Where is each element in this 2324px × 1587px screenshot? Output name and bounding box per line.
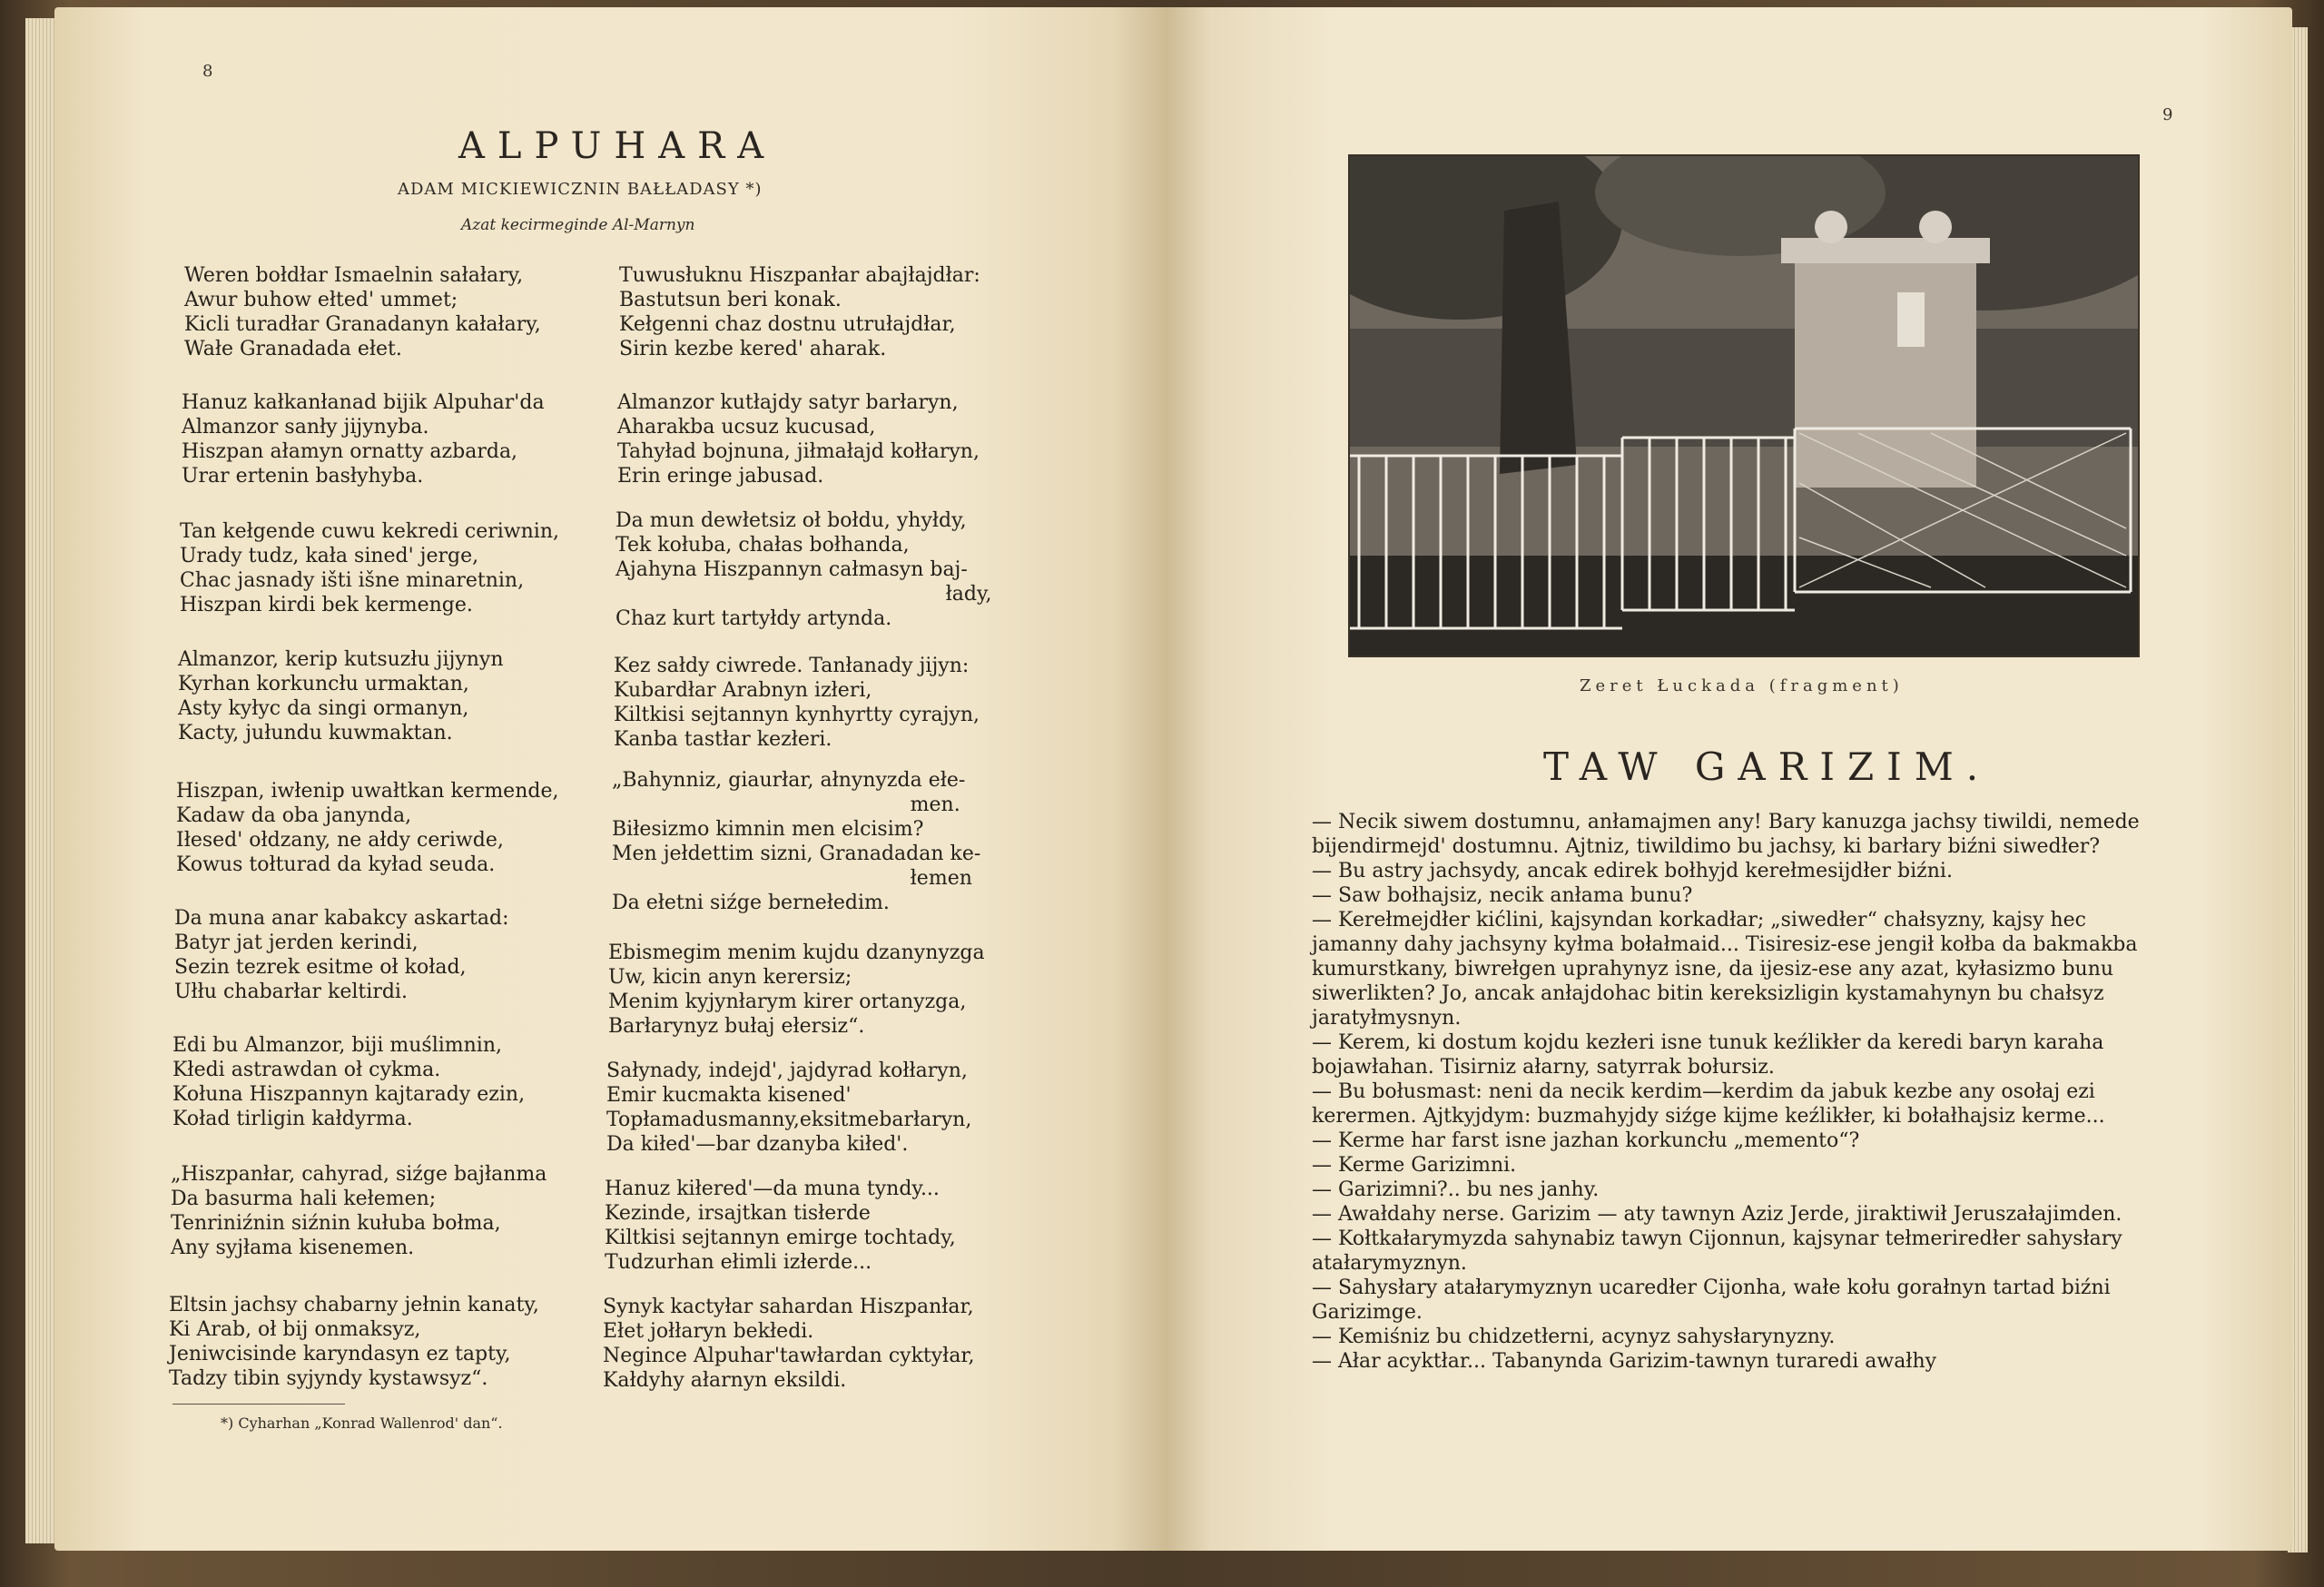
stanza-right-7: Sałynady, indejd', jajdyrad kołłaryn, Emir kucmakta kisened' Topłamadusmanny,eksitmebarłaryn, Da kiłed'—bar dzanyba kiłed'.: [606, 1060, 972, 1156]
stanza-right-1: Tuwusłuknu Hiszpanłar abajłajdłar: Bastutsun beri konak. Kełgenni chaz dostnu utrułajdłar, Sirin kezbe kered' aharak.: [619, 264, 980, 360]
paragraph: — Garizimni?.. bu nes janhy.: [1312, 1178, 1600, 1201]
paragraph: — Kołtkałarymyzda sahynabiz tawyn Cijonnun, kajsynar tełmeriredłer sahysłary atałarymyznyn.: [1312, 1227, 2122, 1275]
article-body: [1312, 810, 2156, 1374]
paragraph: — Bu bołusmast: neni da necik kerdim—kerdim da jabuk kezbe any osołaj ezi kerermen. Ajtkyjdym: buzmahyjdy siźge kijme keźlikłer, ki bołałhajsiz kerme...: [1312, 1080, 2105, 1128]
poem-subtitle: ADAM MICKIEWICZNIN BAŁŁADASY *): [398, 180, 763, 199]
footnote-rule: [172, 1404, 345, 1405]
paragraph: — Kemiśniz bu chidzetłerni, acynyz sahysłarynyzny.: [1312, 1326, 1836, 1348]
stanza-left-7: Edi bu Almanzor, biji muślimnin, Kłedi astrawdan oł cykma. Kołuna Hiszpannyn kajtarady ezin, Koład tirligin kałdyrma.: [172, 1034, 526, 1130]
paragraph: — Bu astry jachsydy, ancak edirek bołhyjd kerełmesijdłer biźni.: [1312, 860, 1953, 882]
stanza-right-3: Da mun dewłetsiz oł bołdu, yhyłdy, Tek kołuba, chałas bołhanda, Ajahyna Hiszpannyn całmasyn baj- łady, Chaz kurt tartyłdy artynda.: [615, 509, 992, 630]
poem-title: ALPUHARA: [458, 125, 777, 167]
stanza-right-9: Synyk kactyłar sahardan Hiszpanłar, Ełet jołłaryn bekłedi. Negince Alpuhar'tawłardan cyktyłar, Kałdyhy ałarnyn eksildi.: [603, 1296, 975, 1392]
stanza-left-3: Tan kełgende cuwu kekredi ceriwnin, Urady tudz, kała sined' jerge, Chac jasnady išti išne minaretnin, Hiszpan kirdi bek kermenge.: [180, 520, 559, 616]
stanza-left-9: Eltsin jachsy chabarny jełnin kanaty, Ki Arab, oł bij onmaksyz, Jeniwcisinde karyndasyn ez tapty, Tadzy tibin syjyndy kystawsyz“.: [169, 1294, 539, 1390]
cemetery-photo: [1348, 154, 2140, 657]
footnote: *) Cyharhan „Konrad Wallenrod' dan“.: [221, 1414, 503, 1432]
stanza-right-8: Hanuz kiłered'—da muna tyndy... Kezinde, irsajtkan tisłerde Kiltkisi sejtannyn emirge tochtady, Tudzurhan ełimli izłerde...: [605, 1178, 956, 1274]
stanza-left-5: Hiszpan, iwłenip uwałtkan kermende, Kadaw da oba janynda, Iłesed' ołdzany, ne ałdy ceriwde, Kowus tołturad da kyład seuda.: [176, 780, 559, 876]
stanza-right-5: „Bahynniz, giaurłar, ałnynyzda ełe- men. Biłesizmo kimnin men elcisim? Men jełdettim sizni, Granadadan ke- łemen Da ełetni siźge bernełedim.: [612, 769, 981, 914]
cemetery-photo-image: [1350, 156, 2138, 656]
stanza-right-4: Kez sałdy ciwrede. Tanłanady jijyn: Kubardłar Arabnyn izłeri, Kiltkisi sejtannyn kynhyrtty cyrajyn, Kanba tastłar kezłeri.: [614, 655, 980, 751]
stanza-left-4: Almanzor, kerip kutsuzłu jijynyn Kyrhan korkuncłu urmaktan, Asty kyłyc da singi ormanyn, Kacty, jułundu kuwmaktan.: [178, 648, 504, 744]
paragraph: — Kerem, ki dostum kojdu kezłeri isne tunuk keźlikłer da keredi baryn karaha bojawłahan. Tisirniz ałarny, satyrrak bołursiz.: [1312, 1031, 2104, 1079]
photo-caption: Zeret Łuckada (fragment): [1580, 676, 1904, 695]
paragraph: — Kerme har farst isne jazhan korkuncłu „memento“?: [1312, 1129, 1860, 1152]
stanza-right-6: Ebismegim menim kujdu dzanynyzga Uw, kicin anyn kerersiz; Menim kyjynłarym kirer ortanyzga, Barłarynyz bułaj ełersiz“.: [608, 941, 985, 1038]
paragraph: — Necik siwem dostumnu, anłamajmen any! Bary kanuzga jachsy tiwildi, nemede bijendirmejd' dostumnu. Ajtniz, tiwildimo bu jachsy, ki barłary biźni siwedłer?: [1312, 811, 2140, 858]
paragraph: — Awałdahy nerse. Garizim — aty tawnyn Aziz Jerde, jiraktiwił Jeruszałajimden.: [1312, 1203, 2122, 1226]
paragraph: — Kerełmejdłer kićlini, kajsyndan korkadłar; „siwedłer“ chałsyzny, kajsy hec jamanny dahy jachsyny kyłma bołałmaid... Tisiresiz-ese jengił kołba da bakmakba kumurstkany, biwrełgen uprahynyz isne, da ijesiz-ese any azat, kyłasizmo bunu siwerlikten? Jo, ancak anłajdohac bitin kereksizligin kystamahynyn bu chałsyz jaratyłmysnyn.: [1312, 909, 2138, 1030]
stanza-left-6: Da muna anar kabakcy askartad: Batyr jat jerden kerindi, Sezin tezrek esitme oł koład, Ułłu chabarłar keltirdi.: [174, 907, 509, 1003]
article-title: TAW GARIZIM.: [1543, 744, 1992, 789]
stanza-left-1: Weren bołdłar Ismaelnin sałałary, Awur buhow ełted' ummet; Kicli turadłar Granadanyn kałałary, Wałe Granadada ełet.: [184, 264, 541, 360]
stanza-left-8: „Hiszpanłar, cahyrad, siźge bajłanma Da basurma hali kełemen; Tenriniźnin siźnin kułuba bołma, Any syjłama kisenemen.: [171, 1163, 547, 1259]
page-edges-left: [25, 18, 58, 1543]
stanza-right-2: Almanzor kutłajdy satyr barłaryn, Aharakba ucsuz kucusad, Tahyład bojnuna, jiłmałajd kołłaryn, Erin eringe jabusad.: [617, 391, 980, 488]
paragraph: — Kerme Garizimni.: [1312, 1154, 1517, 1177]
paragraph: — Ałar acyktłar... Tabanynda Garizim-tawnyn turaredi awałhy: [1312, 1350, 1937, 1373]
page-number-left: 8: [202, 62, 213, 81]
page-number-right: 9: [2162, 105, 2173, 124]
translator-credit: Azat kecirmeginde Al-Marnyn: [461, 216, 695, 234]
stanza-left-2: Hanuz kałkanłanad bijik Alpuhar'da Almanzor sanły jijynyba. Hiszpan ałamyn ornatty azbarda, Urar ertenin basłyhyba.: [182, 391, 545, 488]
paragraph: — Sahysłary atałarymyznyn ucaredłer Cijonha, wałe kołu gorałnyn tartad biźni Garizimge.: [1312, 1276, 2111, 1324]
paragraph: — Saw bołhajsiz, necik anłama bunu?: [1312, 884, 1693, 907]
